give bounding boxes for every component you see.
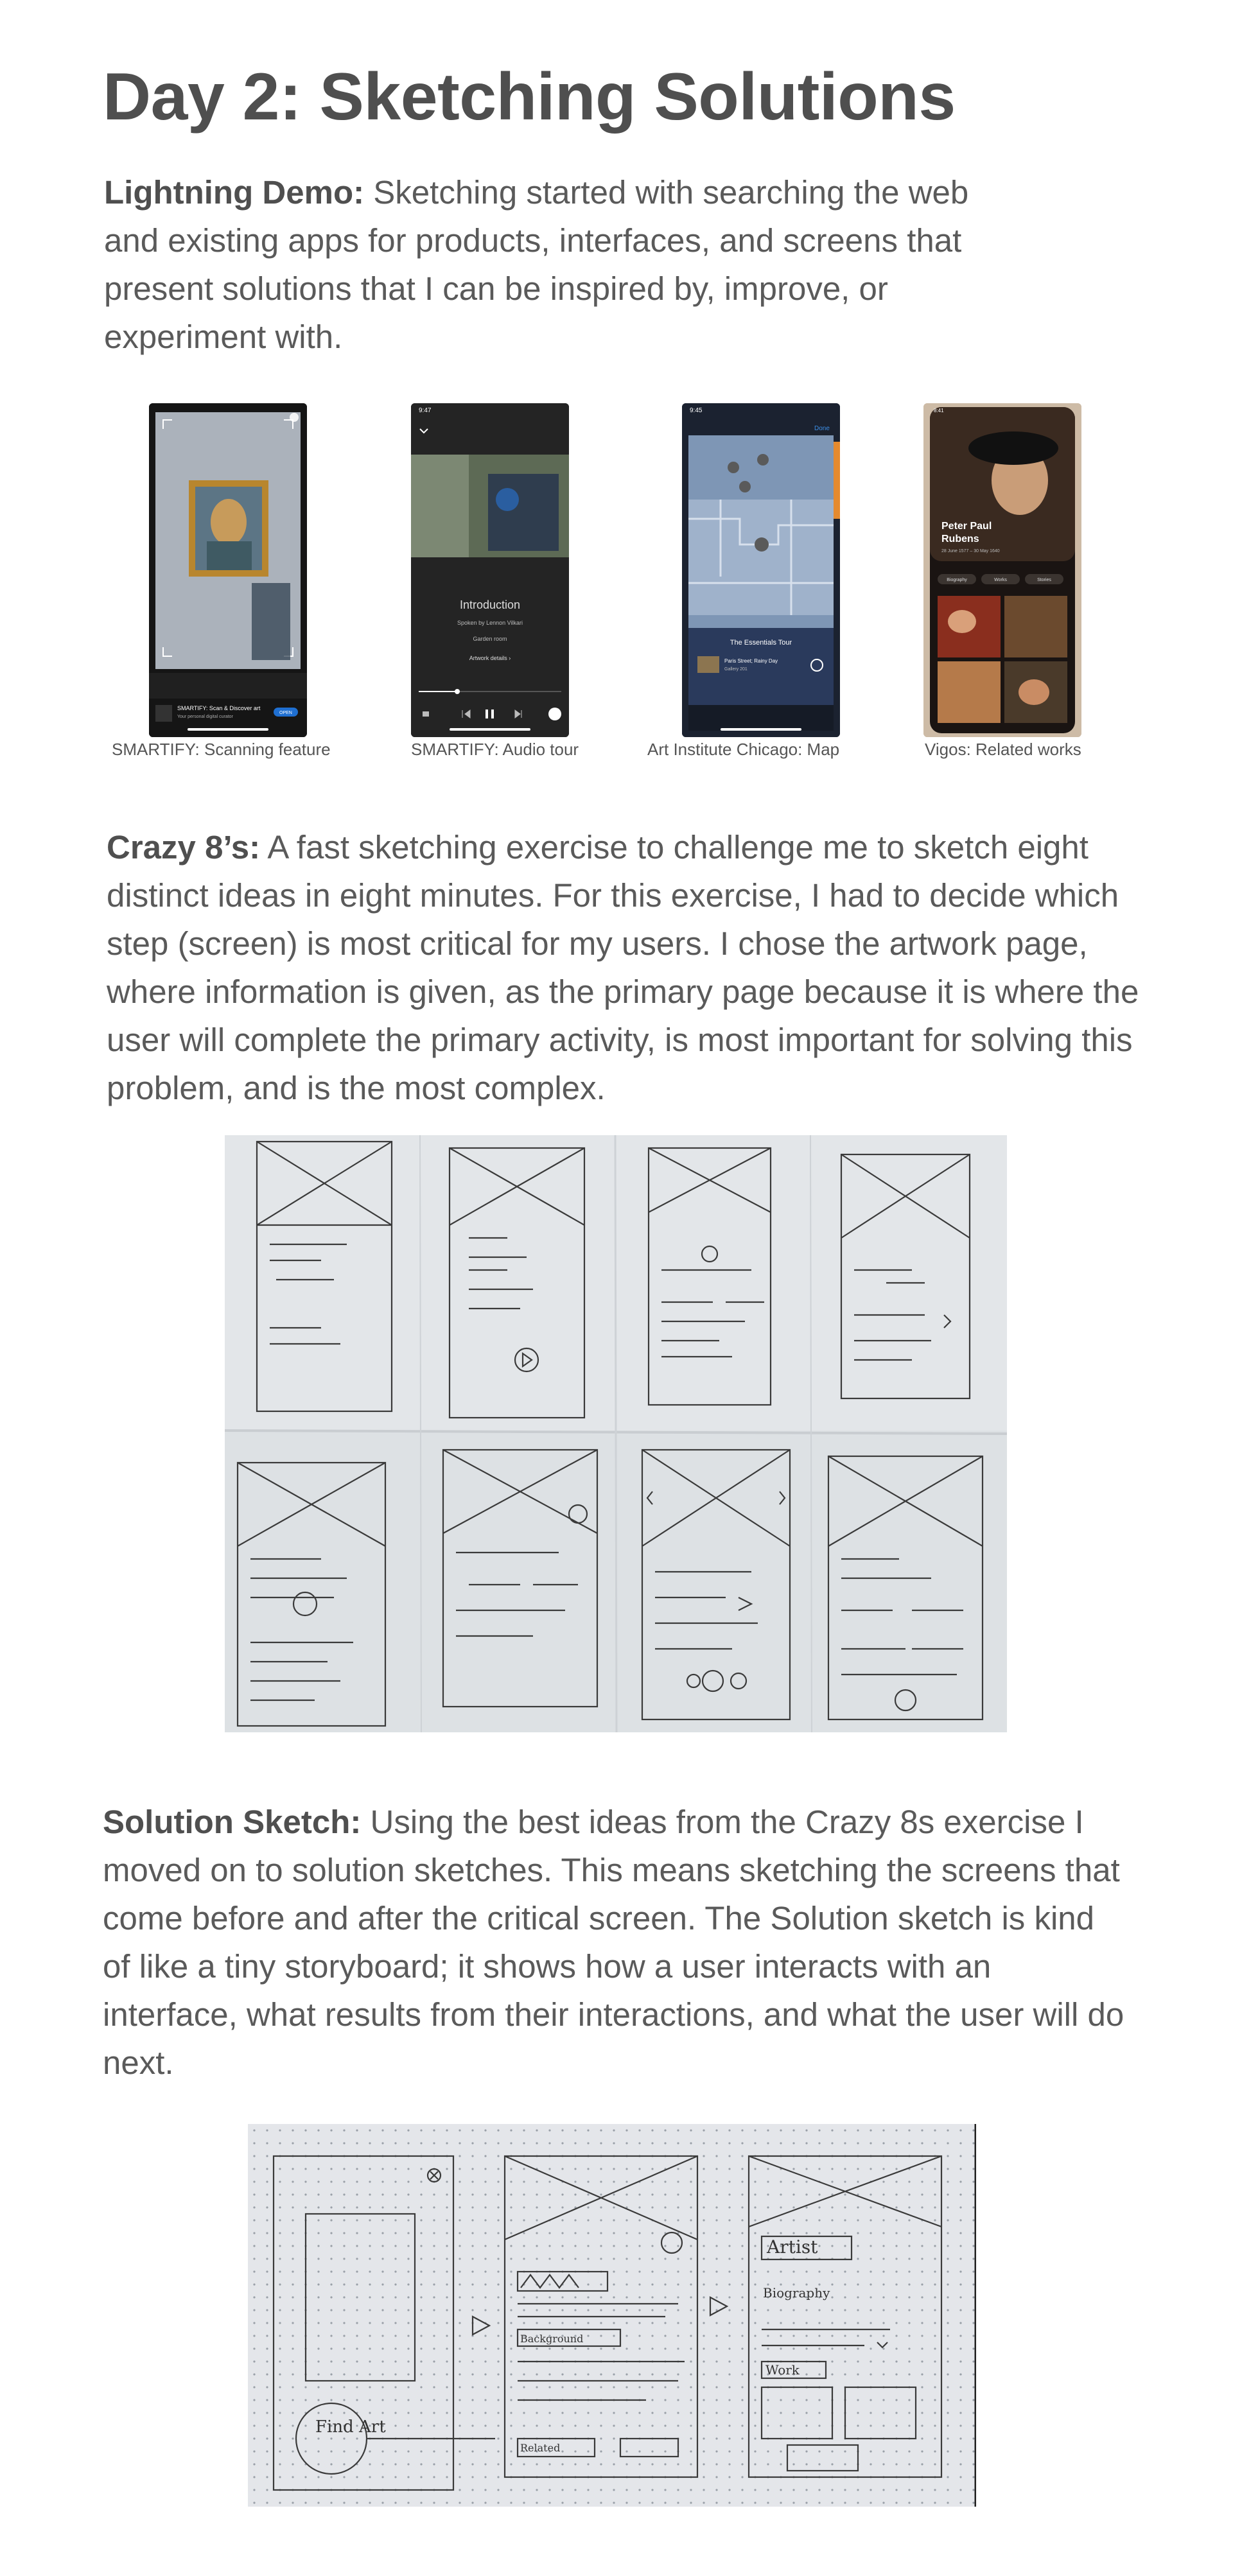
lightning-demo-text: Sketching started with searching the web and existing apps for products, interfaces, and screens that present solutions that I can be inspired by, improve, or experiment with. xyxy=(104,174,969,355)
map-tour-name: The Essentials Tour xyxy=(730,639,792,647)
crazy8-paragraph xyxy=(107,823,1147,1112)
solution-text: Using the best ideas from the Crazy 8s exercise I moved on to solution sketches. This means sketching the screens that come before and after the critical screen. The Solution sketch is kind of like a tiny storyboard; it shows how a user interacts with an interface, what results from their interactions, and what the user will do next. xyxy=(103,1804,1124,2081)
vigos-artist-dates: 28 June 1577 – 30 May 1640 xyxy=(941,549,1000,553)
smartify-app-label: SMARTIFY: Scan & Discover art xyxy=(177,705,261,711)
smartify-open-button: OPEN xyxy=(279,711,292,715)
caption-smartify-audio: SMARTIFY: Audio tour xyxy=(411,740,579,759)
vigos-tab-biography: Biography xyxy=(947,578,967,582)
solution-paragraph xyxy=(103,1798,1130,2087)
map-gallery: Gallery 201 xyxy=(724,667,748,672)
audio-tour-time: 9:47 xyxy=(419,407,432,414)
vigos-artist-name-2: Rubens xyxy=(941,534,979,544)
audio-tour-heading: Introduction xyxy=(459,598,521,611)
sketch-work: Work xyxy=(765,2362,800,2378)
vigos-tab-works: Works xyxy=(994,578,1007,582)
audio-tour-details-link: Artwork details › xyxy=(469,655,511,661)
smartify-audio-tour-screenshot xyxy=(411,403,569,737)
sketch-biography: Biography xyxy=(763,2285,830,2301)
art-institute-map-screenshot xyxy=(682,403,840,737)
lightning-demo-paragraph xyxy=(104,168,977,361)
page-title: Day 2: Sketching Solutions xyxy=(103,60,956,134)
caption-art-institute-map: Art Institute Chicago: Map xyxy=(647,740,840,759)
map-done-button: Done xyxy=(814,425,830,432)
vigos-time: 8:41 xyxy=(934,408,944,413)
map-time: 9:45 xyxy=(690,407,703,414)
crazy8-text: A fast sketching exercise to challenge me to sketch eight distinct ideas in eight minutes. For this exercise, I had to decide which step (screen) is most critical for my users. I chose the artwork page, where information is given, as the primary page because it is where the user will complete the primary activity, is most important for solving this problem, and is the most complex. xyxy=(107,829,1139,1106)
solution-sketch-photo xyxy=(248,2124,976,2507)
sketch-related: Related xyxy=(520,2442,561,2454)
audio-tour-speaker: Spoken by Lennon Vilkari xyxy=(457,620,523,626)
smartify-app-sub: Your personal digital curator xyxy=(177,715,233,719)
lightning-demo-heading: Lightning Demo: xyxy=(104,174,365,211)
vigos-tab-stories: Stories xyxy=(1037,578,1051,582)
crazy8-sketch-photo xyxy=(225,1135,1007,1732)
smartify-scanning-screenshot xyxy=(149,403,307,737)
sketch-artist: Artist xyxy=(767,2236,818,2258)
map-artwork-title: Paris Street; Rainy Day xyxy=(724,658,778,664)
vigos-artist-name-1: Peter Paul xyxy=(941,521,992,532)
caption-smartify-scanning: SMARTIFY: Scanning feature xyxy=(112,740,331,759)
audio-tour-room: Garden room xyxy=(473,636,507,642)
solution-heading: Solution Sketch: xyxy=(103,1804,362,1840)
sketch-find-art: Find Art xyxy=(315,2417,386,2437)
sketch-background: Background xyxy=(520,2333,584,2345)
crazy8-heading: Crazy 8’s: xyxy=(107,829,261,866)
caption-vigos-related: Vigos: Related works xyxy=(925,740,1081,759)
vigos-related-works-screenshot xyxy=(923,403,1081,737)
